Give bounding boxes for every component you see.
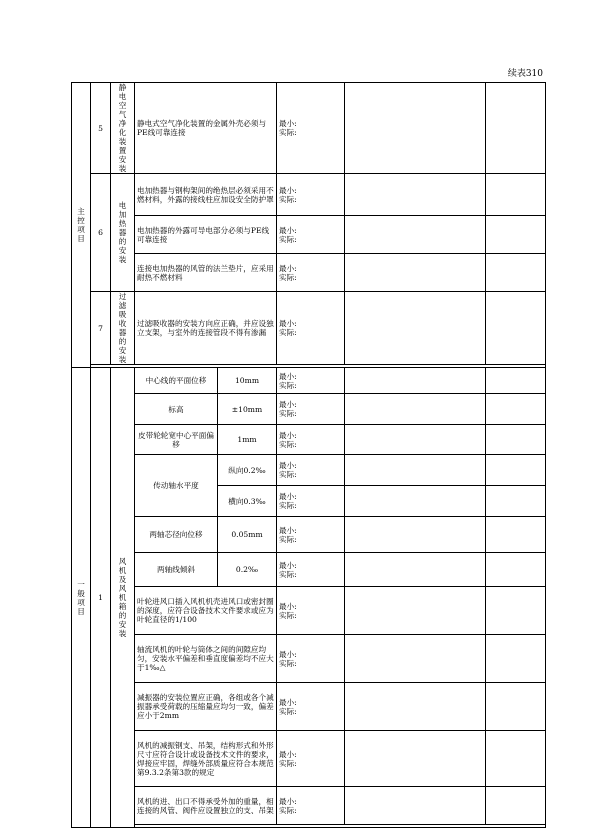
result-cell bbox=[486, 174, 546, 216]
tolerance-value: 10mm bbox=[218, 368, 277, 394]
item-name-cell bbox=[111, 292, 135, 365]
clause-text: 电加热器与钢构架间的绝热层必须采用不燃材料，外露的接线柱应加设安全防护罩 bbox=[135, 174, 277, 216]
table-row bbox=[72, 174, 546, 216]
section-general-cell bbox=[72, 368, 91, 828]
item-name: 风机及风机箱的安装 bbox=[118, 557, 127, 638]
record-cell bbox=[345, 455, 486, 486]
check-cell: 最小: 实际: bbox=[277, 635, 345, 683]
record-cell bbox=[345, 368, 486, 394]
check-cell: 最小: 实际: bbox=[277, 254, 345, 292]
tolerance-label: 标高 bbox=[135, 394, 218, 425]
section-main-cell bbox=[72, 83, 91, 368]
check-cell: 最小: 实际: bbox=[277, 292, 345, 365]
tolerance-value: 纵向0.2‰ bbox=[218, 455, 277, 486]
check-cell: 最小: 实际: bbox=[277, 455, 345, 486]
record-cell bbox=[345, 486, 486, 517]
check-cell: 最小: 实际: bbox=[277, 425, 345, 455]
result-cell bbox=[486, 83, 546, 174]
table-row bbox=[72, 635, 546, 683]
tolerance-value: 横向0.3‰ bbox=[218, 486, 277, 517]
record-cell bbox=[345, 683, 486, 731]
table-row bbox=[72, 587, 546, 635]
result-cell bbox=[486, 635, 546, 683]
check-cell: 最小: 实际: bbox=[277, 486, 345, 517]
record-cell bbox=[345, 587, 486, 635]
tolerance-value: 1mm bbox=[218, 425, 277, 455]
clause-text: 连接电加热器的风管的法兰垫片，应采用耐热不燃材料 bbox=[135, 254, 277, 292]
result-cell bbox=[486, 587, 546, 635]
record-cell bbox=[345, 394, 486, 425]
tolerance-label: 两轴线倾斜 bbox=[135, 553, 218, 587]
continuation-label: 续表310 bbox=[507, 69, 543, 79]
table-row bbox=[72, 425, 546, 455]
result-cell bbox=[486, 553, 546, 587]
table-row bbox=[72, 825, 546, 828]
check-cell: 最小: 实际: bbox=[277, 553, 345, 587]
clause-text: 静电式空气净化装置的金属外壳必须与PE线可靠连接 bbox=[135, 83, 277, 174]
clause-text: 风机的进、出口不得承受外加的重量，相连接的风管、阀件应设置独立的支、吊架 bbox=[135, 787, 277, 825]
clause-text: 轴流风机的叶轮与筒体之间的间隙应均匀，安装水平偏差和垂直度偏差均不应大于1‰△ bbox=[135, 635, 277, 683]
record-cell bbox=[345, 787, 486, 825]
result-cell bbox=[486, 517, 546, 553]
record-cell bbox=[345, 425, 486, 455]
item-no: 6 bbox=[91, 174, 111, 292]
section-main-label: 主控项目 bbox=[77, 207, 85, 243]
record-cell bbox=[345, 174, 486, 216]
result-cell bbox=[486, 292, 546, 365]
check-cell: 最小: 实际: bbox=[277, 216, 345, 254]
record-cell bbox=[345, 635, 486, 683]
item-no: 5 bbox=[91, 83, 111, 174]
item-name: 静电空气净化装置安装 bbox=[118, 83, 127, 173]
result-cell bbox=[486, 216, 546, 254]
tolerance-value: ±10mm bbox=[218, 394, 277, 425]
table-row bbox=[72, 216, 546, 254]
check-cell: 最小: 实际: bbox=[277, 394, 345, 425]
check-cell: 最小: 实际: bbox=[277, 787, 345, 825]
section-general-label: 一般项目 bbox=[77, 579, 85, 616]
table-row bbox=[72, 731, 546, 787]
result-cell bbox=[486, 254, 546, 292]
check-cell: 最小: 实际: bbox=[277, 731, 345, 787]
item-name: 过滤吸收器的安装 bbox=[118, 292, 127, 364]
tolerance-label: 两轴芯径向位移 bbox=[135, 517, 218, 553]
record-cell bbox=[345, 254, 486, 292]
item-no: 7 bbox=[91, 292, 111, 365]
result-cell bbox=[486, 394, 546, 425]
record-cell bbox=[345, 292, 486, 365]
table-row bbox=[72, 455, 546, 486]
record-cell bbox=[345, 216, 486, 254]
record-cell bbox=[345, 553, 486, 587]
item-no: 1 bbox=[91, 368, 111, 828]
check-cell: 最小: 实际: bbox=[277, 174, 345, 216]
table-row bbox=[72, 368, 546, 394]
tolerance-label: 传动轴水平度 bbox=[135, 455, 218, 517]
item-name-cell bbox=[111, 174, 135, 292]
tolerance-label: 中心线的平面位移 bbox=[135, 368, 218, 394]
result-cell bbox=[486, 425, 546, 455]
spacer-cell bbox=[135, 825, 546, 828]
table-row bbox=[72, 83, 546, 174]
clause-text: 电加热器的外露可导电部分必须与PE线可靠连接 bbox=[135, 216, 277, 254]
tolerance-value: 0.05mm bbox=[218, 517, 277, 553]
result-cell bbox=[486, 486, 546, 517]
check-cell: 最小: 实际: bbox=[277, 683, 345, 731]
table-row bbox=[72, 292, 546, 365]
clause-text: 风机的减振钢支、吊架，结构形式和外形尺寸应符合设计或设备技术文件的要求，焊接应牢固，焊缝外部质量应符合本规范第9.3.2条第3款的规定 bbox=[135, 731, 277, 787]
result-cell bbox=[486, 683, 546, 731]
result-cell bbox=[486, 731, 546, 787]
inspection-table bbox=[71, 82, 546, 828]
item-name-cell bbox=[111, 368, 135, 828]
item-name: 电加热器的安装 bbox=[118, 201, 127, 264]
clause-text: 减振器的安装位置应正确，各组或各个减振器承受荷载的压缩量应均匀一致，偏差应小于2mm bbox=[135, 683, 277, 731]
table-row bbox=[72, 683, 546, 731]
table-row bbox=[72, 254, 546, 292]
item-name-cell bbox=[111, 83, 135, 174]
check-cell: 最小: 实际: bbox=[277, 517, 345, 553]
result-cell bbox=[486, 368, 546, 394]
result-cell bbox=[486, 787, 546, 825]
check-cell: 最小: 实际: bbox=[277, 368, 345, 394]
check-cell: 最小: 实际: bbox=[277, 587, 345, 635]
record-cell bbox=[345, 517, 486, 553]
record-cell bbox=[345, 731, 486, 787]
table-row bbox=[72, 787, 546, 825]
table-row bbox=[72, 394, 546, 425]
record-cell bbox=[345, 83, 486, 174]
table-row bbox=[72, 553, 546, 587]
check-cell: 最小: 实际: bbox=[277, 83, 345, 174]
tolerance-label: 皮带轮轮宽中心平面偏移 bbox=[135, 425, 218, 455]
result-cell bbox=[486, 455, 546, 486]
clause-text: 过滤吸收器的安装方向应正确，并应设独立支架，与室外的连接管段不得有渗漏 bbox=[135, 292, 277, 365]
tolerance-value: 0.2‰ bbox=[218, 553, 277, 587]
clause-text: 叶轮进风口插入风机机壳进风口或密封圈的深度，应符合设备技术文件要求或应为叶轮直径的1/100 bbox=[135, 587, 277, 635]
table-row bbox=[72, 517, 546, 553]
